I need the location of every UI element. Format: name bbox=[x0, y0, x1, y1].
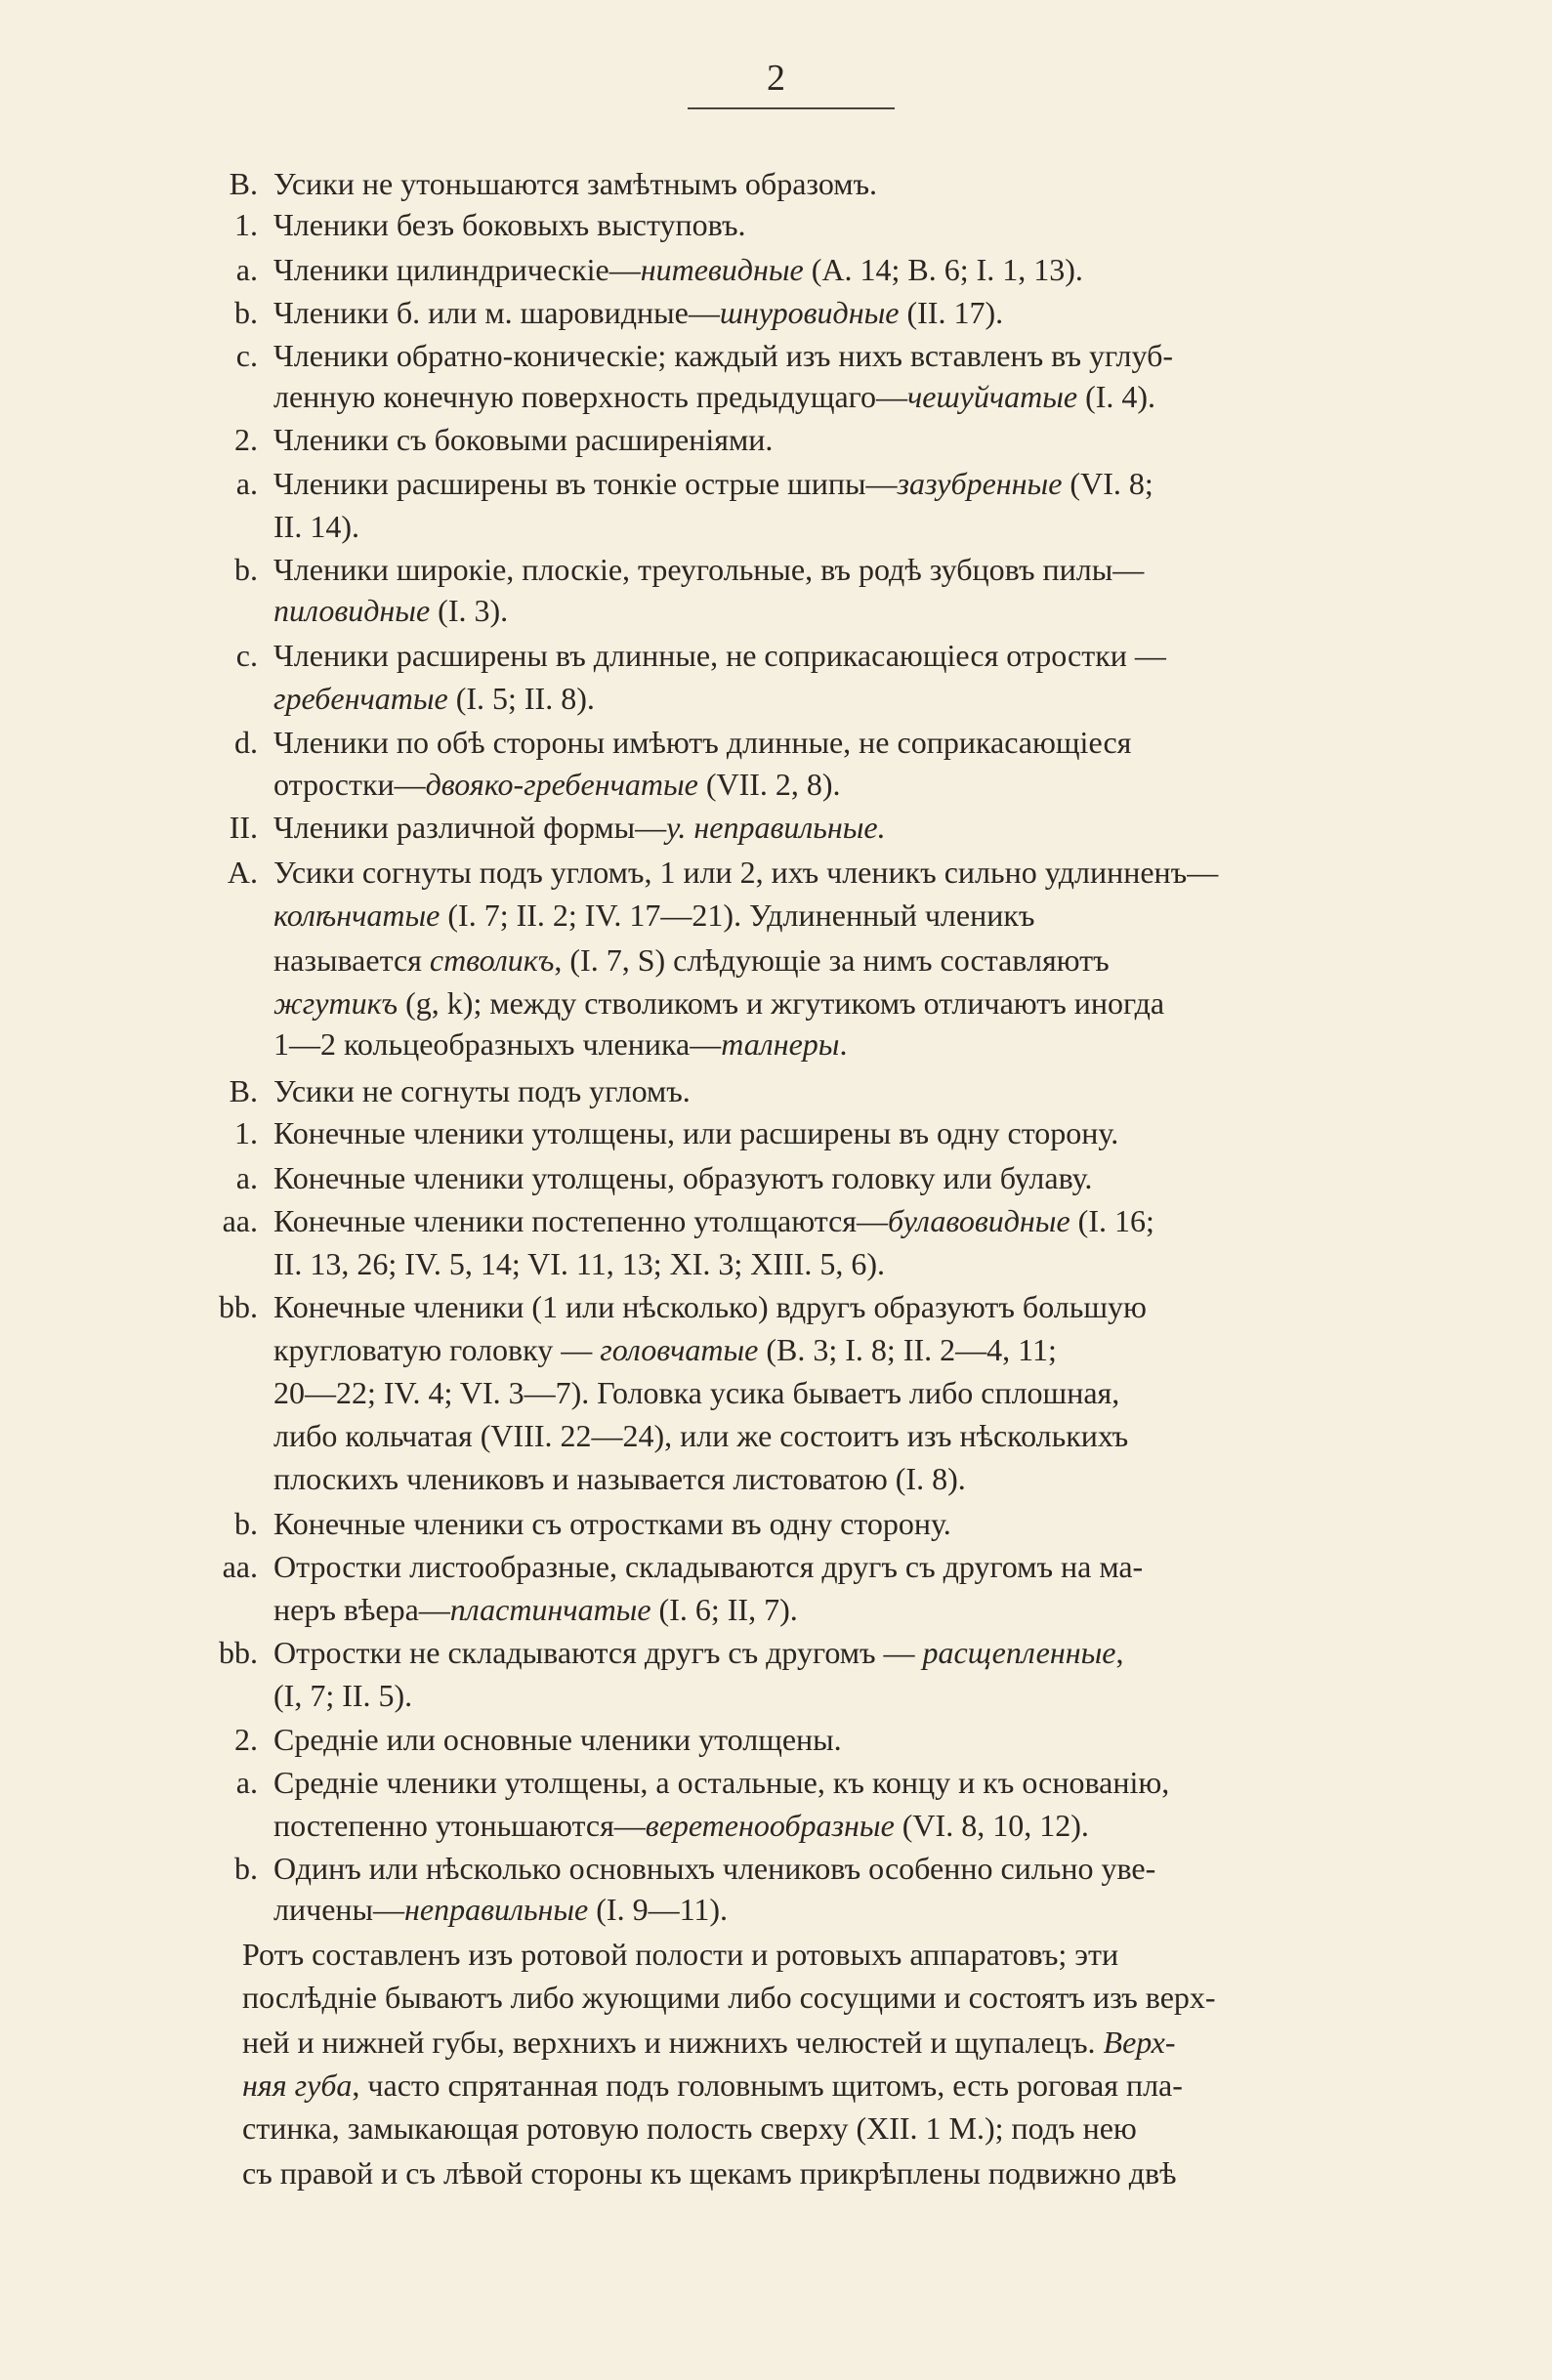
line-text bbox=[273, 679, 595, 718]
text-line bbox=[0, 1024, 1552, 1064]
line-text bbox=[273, 1373, 1119, 1412]
line-text bbox=[273, 1113, 1118, 1152]
text-run: (I, 7; II. 5). bbox=[273, 1678, 413, 1713]
text-run: II. 13, 26; IV. 5, 14; VI. 11, 13; XI. 3; XIII. 5, 6). bbox=[273, 1246, 886, 1281]
item-marker: a. bbox=[235, 1160, 258, 1195]
text-line bbox=[0, 679, 1552, 718]
item-marker: b. bbox=[234, 295, 258, 330]
item-marker: B. bbox=[229, 1073, 258, 1108]
text-run: Усики не согнуты подъ угломъ. bbox=[273, 1073, 691, 1108]
text-line bbox=[0, 293, 1552, 332]
italic-term: двояко-гребенчатые bbox=[425, 767, 698, 802]
text-run: (I. 3). bbox=[430, 593, 509, 628]
item-marker: 2. bbox=[234, 1722, 258, 1757]
line-text bbox=[273, 896, 1034, 935]
line-text bbox=[273, 164, 877, 203]
line-text bbox=[273, 765, 841, 804]
text-line bbox=[0, 205, 1552, 244]
italic-term: головчатые bbox=[600, 1332, 759, 1367]
italic-term: нитевидные bbox=[640, 252, 804, 287]
text-line bbox=[0, 2066, 1552, 2105]
line-text bbox=[273, 336, 1173, 375]
text-run: отростки— bbox=[273, 767, 426, 802]
text-line bbox=[0, 1287, 1552, 1326]
italic-term: Верх- bbox=[1103, 2025, 1176, 2060]
italic-term: пиловидные bbox=[273, 593, 431, 628]
text-run: Конечные членики съ отростками въ одну сторону. bbox=[273, 1506, 951, 1541]
text-run: стинка, замыкающая ротовую полость сверху (XII. 1 M.); подъ нею bbox=[242, 2110, 1137, 2146]
italic-term: гребенчатые bbox=[273, 681, 448, 716]
text-run: Конечные членики утолщены, образуютъ головку или булаву. bbox=[273, 1160, 1093, 1195]
line-text bbox=[273, 1720, 842, 1759]
line-text bbox=[273, 1330, 1057, 1369]
text-line bbox=[0, 1633, 1552, 1672]
text-line bbox=[0, 1459, 1552, 1498]
text-run: Членики съ боковыми расширеніями. bbox=[273, 422, 774, 457]
line-text bbox=[273, 550, 1144, 589]
text-line bbox=[0, 1978, 1552, 2017]
text-run: Конечные членики утолщены, или расширены въ одну сторону. bbox=[273, 1115, 1119, 1150]
italic-term: колѣнчатые bbox=[273, 898, 440, 933]
line-text bbox=[242, 2153, 1177, 2192]
text-run: Членики по обѣ стороны имѣютъ длинные, не соприкасающіеся bbox=[273, 725, 1132, 760]
text-line bbox=[0, 1330, 1552, 1369]
text-line bbox=[0, 550, 1552, 589]
text-line bbox=[0, 1244, 1552, 1283]
text-run: (g, k); между стволикомъ и жгутикомъ отличаютъ иногда bbox=[398, 985, 1165, 1021]
text-line bbox=[0, 1849, 1552, 1888]
line-text bbox=[273, 983, 1164, 1023]
item-marker: II. bbox=[229, 810, 258, 845]
line-text bbox=[273, 1590, 798, 1629]
text-line bbox=[0, 1373, 1552, 1412]
text-run: Членики цилиндрическіе— bbox=[273, 252, 641, 287]
text-line bbox=[0, 1806, 1552, 1845]
text-run: , часто спрятанная подъ головнымъ щитомъ, есть роговая пла- bbox=[352, 2067, 1183, 2103]
item-marker: b. bbox=[234, 1506, 258, 1541]
text-run: (I. 7; II. 2; IV. 17—21). Удлиненный членикъ bbox=[440, 898, 1035, 933]
item-marker: a. bbox=[235, 252, 258, 287]
line-text bbox=[273, 1633, 1123, 1672]
italic-term: пластинчатые bbox=[449, 1592, 651, 1627]
item-marker: aa. bbox=[222, 1203, 258, 1238]
text-line bbox=[0, 2153, 1552, 2192]
line-text bbox=[273, 1806, 1089, 1845]
text-line bbox=[0, 808, 1552, 847]
line-text bbox=[273, 591, 508, 630]
line-text bbox=[273, 464, 1154, 503]
text-line bbox=[0, 1416, 1552, 1455]
text-line bbox=[0, 1890, 1552, 1929]
italic-term: жгутикъ bbox=[273, 985, 398, 1021]
line-text bbox=[273, 1890, 728, 1929]
text-line bbox=[0, 853, 1552, 892]
item-marker: 1. bbox=[234, 1115, 258, 1150]
item-marker: a. bbox=[235, 466, 258, 501]
text-line bbox=[0, 464, 1552, 503]
item-marker: bb. bbox=[219, 1289, 258, 1324]
text-run: Отростки не складываются другъ съ другомъ — bbox=[273, 1635, 923, 1670]
line-text bbox=[242, 2066, 1183, 2105]
text-line bbox=[0, 896, 1552, 935]
item-marker: b. bbox=[234, 552, 258, 587]
text-run: (B. 3; I. 8; II. 2—4, 11; bbox=[758, 1332, 1057, 1367]
item-marker: bb. bbox=[219, 1635, 258, 1670]
line-text bbox=[273, 853, 1218, 892]
text-line bbox=[0, 1935, 1552, 1974]
text-run: Членики расширены въ тонкіе острые шипы— bbox=[273, 466, 898, 501]
text-line bbox=[0, 1590, 1552, 1629]
text-run: постепенно утоньшаются— bbox=[273, 1808, 646, 1843]
line-text bbox=[273, 250, 1083, 289]
text-run: неръ вѣера— bbox=[273, 1592, 450, 1627]
line-text bbox=[273, 205, 745, 244]
text-run: Конечные членики постепенно утолщаются— bbox=[273, 1203, 889, 1238]
line-text bbox=[273, 507, 359, 546]
text-line bbox=[0, 1720, 1552, 1759]
text-run: Конечные членики (1 или нѣсколько) вдругъ образуютъ большую bbox=[273, 1289, 1147, 1324]
text-run: послѣдніе бываютъ либо жующими либо сосущими и состоятъ изъ верх- bbox=[242, 1980, 1216, 2015]
text-run: (I. 16; bbox=[1070, 1203, 1154, 1238]
text-line bbox=[0, 1547, 1552, 1586]
text-run: Членики расширены въ длинные, не соприкасающіеся отростки — bbox=[273, 638, 1166, 673]
text-run: 20—22; IV. 4; VI. 3—7). Головка усика бываетъ либо сплошная, bbox=[273, 1375, 1120, 1410]
line-text bbox=[273, 420, 773, 459]
text-run: (VI. 8, 10, 12). bbox=[894, 1808, 1089, 1843]
page-number: 2 bbox=[767, 58, 785, 99]
text-run: (A. 14; B. 6; I. 1, 13). bbox=[803, 252, 1083, 287]
text-run: Членики широкіе, плоскіе, треугольные, въ родѣ зубцовъ пилы— bbox=[273, 552, 1145, 587]
text-run: Отростки листообразные, складываются другъ съ другомъ на ма- bbox=[273, 1549, 1144, 1584]
italic-term: булавовидные bbox=[888, 1203, 1070, 1238]
text-line bbox=[0, 507, 1552, 546]
text-line bbox=[0, 1676, 1552, 1715]
text-line bbox=[0, 2109, 1552, 2148]
item-marker: d. bbox=[234, 725, 258, 760]
text-run: съ правой и съ лѣвой стороны къ щекамъ прикрѣплены подвижно двѣ bbox=[242, 2155, 1177, 2191]
item-marker: 2. bbox=[234, 422, 258, 457]
item-marker: a. bbox=[235, 1765, 258, 1800]
line-text bbox=[273, 636, 1166, 675]
text-run: (VI. 8; bbox=[1062, 466, 1154, 501]
text-run: (I. 4). bbox=[1077, 379, 1156, 414]
line-text bbox=[273, 1024, 847, 1064]
line-text bbox=[273, 377, 1155, 416]
text-line bbox=[0, 1201, 1552, 1240]
text-run: , bbox=[1115, 1635, 1124, 1670]
text-line bbox=[0, 940, 1552, 980]
line-text bbox=[273, 1459, 966, 1498]
text-line bbox=[0, 765, 1552, 804]
text-line bbox=[0, 336, 1552, 375]
line-text bbox=[273, 723, 1131, 762]
line-text bbox=[242, 1978, 1216, 2017]
text-line bbox=[0, 377, 1552, 416]
text-run: ней и нижней губы, верхнихъ и нижнихъ челюстей и щупалецъ. bbox=[242, 2025, 1104, 2060]
text-run: либо кольчатая (VIII. 22—24), или же состоитъ изъ нѣсколькихъ bbox=[273, 1418, 1129, 1453]
italic-term: няя губа bbox=[242, 2067, 353, 2103]
text-line bbox=[0, 250, 1552, 289]
italic-term: зазубренные bbox=[897, 466, 1063, 501]
italic-term: расщепленные bbox=[922, 1635, 1116, 1670]
text-run: 1—2 кольцеобразныхъ членика— bbox=[273, 1026, 722, 1062]
text-run: Средніе или основные членики утолщены. bbox=[273, 1722, 842, 1757]
item-marker: 1. bbox=[234, 207, 258, 242]
line-text bbox=[273, 1244, 885, 1283]
text-run: Членики различной формы— bbox=[273, 810, 667, 845]
text-run: личены— bbox=[273, 1892, 405, 1927]
text-line bbox=[0, 1071, 1552, 1110]
item-marker: B. bbox=[229, 166, 258, 201]
text-run: Одинъ или нѣсколько основныхъ члениковъ особенно сильно уве- bbox=[273, 1851, 1156, 1886]
line-text bbox=[273, 293, 1003, 332]
text-line bbox=[0, 1763, 1552, 1802]
line-text bbox=[273, 1201, 1154, 1240]
text-line bbox=[0, 636, 1552, 675]
line-text bbox=[273, 1287, 1147, 1326]
text-line bbox=[0, 983, 1552, 1023]
italic-term: шнуровидные bbox=[719, 295, 900, 330]
text-line bbox=[0, 1504, 1552, 1543]
text-line bbox=[0, 2023, 1552, 2062]
line-text bbox=[273, 1763, 1169, 1802]
text-run: Ротъ составленъ изъ ротовой полости и ротовыхъ аппаратовъ; эти bbox=[242, 1937, 1119, 1972]
item-marker: b. bbox=[234, 1851, 258, 1886]
text-run: называется bbox=[273, 942, 430, 978]
line-text bbox=[273, 940, 1110, 980]
text-run: (I. 6; II, 7). bbox=[650, 1592, 798, 1627]
line-text bbox=[273, 1071, 691, 1110]
item-marker: aa. bbox=[222, 1549, 258, 1584]
item-marker: A. bbox=[227, 855, 258, 890]
line-text bbox=[273, 1547, 1143, 1586]
line-text bbox=[273, 1676, 412, 1715]
text-run: Усики согнуты подъ угломъ, 1 или 2, ихъ членикъ сильно удлинненъ— bbox=[273, 855, 1219, 890]
text-run: кругловатую головку — bbox=[273, 1332, 601, 1367]
italic-term: стволикъ bbox=[429, 942, 555, 978]
text-run: Членики б. или м. шаровидные— bbox=[273, 295, 720, 330]
text-run: II. 14). bbox=[273, 509, 359, 544]
text-run: , (I. 7, S) слѣдующіе за нимъ составляютъ bbox=[554, 942, 1110, 978]
page-number-rule bbox=[688, 107, 895, 109]
line-text bbox=[273, 1158, 1092, 1197]
line-text bbox=[273, 1504, 951, 1543]
italic-term: у. неправильные. bbox=[666, 810, 886, 845]
italic-term: веретенообразные bbox=[645, 1808, 895, 1843]
text-run: ленную конечную поверхность предыдущаго— bbox=[273, 379, 907, 414]
italic-term: талнеры bbox=[721, 1026, 840, 1062]
text-run: плоскихъ члениковъ и называется листоватою (I. 8). bbox=[273, 1461, 966, 1496]
text-line bbox=[0, 1113, 1552, 1152]
text-run: Средніе членики утолщены, а остальные, къ концу и къ основанію, bbox=[273, 1765, 1170, 1800]
line-text bbox=[273, 1849, 1155, 1888]
text-line bbox=[0, 164, 1552, 203]
text-line bbox=[0, 1158, 1552, 1197]
text-run: (I. 9—11). bbox=[588, 1892, 729, 1927]
line-text bbox=[242, 1935, 1118, 1974]
text-run: (VII. 2, 8). bbox=[697, 767, 841, 802]
line-text bbox=[273, 1416, 1128, 1455]
text-run: Членики обратно-коническіе; каждый изъ нихъ вставленъ въ углуб- bbox=[273, 338, 1174, 373]
italic-term: неправильные bbox=[404, 1892, 589, 1927]
text-run: (II. 17). bbox=[899, 295, 1004, 330]
text-line bbox=[0, 591, 1552, 630]
item-marker: c. bbox=[235, 638, 258, 673]
line-text bbox=[273, 808, 886, 847]
text-run: Членики безъ боковыхъ выступовъ. bbox=[273, 207, 746, 242]
italic-term: чешуйчатые bbox=[907, 379, 1078, 414]
item-marker: c. bbox=[235, 338, 258, 373]
text-line bbox=[0, 420, 1552, 459]
line-text bbox=[242, 2109, 1137, 2148]
line-text bbox=[242, 2023, 1176, 2062]
text-run: Усики не утоньшаются замѣтнымъ образомъ. bbox=[273, 166, 878, 201]
text-line bbox=[0, 723, 1552, 762]
text-run: (I. 5; II. 8). bbox=[447, 681, 595, 716]
text-run: . bbox=[839, 1026, 848, 1062]
